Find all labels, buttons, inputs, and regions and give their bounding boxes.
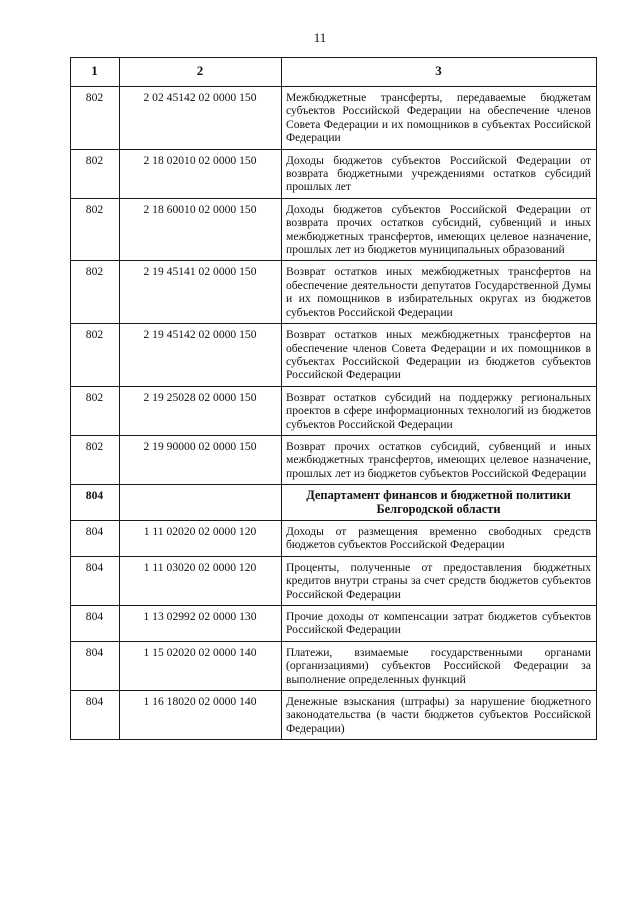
page-number: 11: [313, 30, 327, 45]
column-header-2: 2: [120, 58, 282, 87]
admin-code-cell: 802: [71, 87, 120, 150]
income-description-cell: Возврат прочих остатков субсидий, субвенций и иных межбюджетных трансфертов, имеющих целевое назначение, прошлых лет из бюджетов субъектов Российской Федерации: [282, 435, 597, 484]
income-code-cell: 1 11 02020 02 0000 120: [120, 520, 282, 556]
income-code-cell: 2 02 45142 02 0000 150: [120, 87, 282, 150]
income-description-cell: Возврат остатков субсидий на поддержку региональных проектов в сфере информационных технологий из бюджетов субъектов Российской Федерации: [282, 386, 597, 435]
income-description-cell: Прочие доходы от компенсации затрат бюджетов субъектов Российской Федерации: [282, 606, 597, 642]
income-code-cell: 2 19 25028 02 0000 150: [120, 386, 282, 435]
income-description-cell: Доходы бюджетов субъектов Российской Федерации от возврата прочих остатков субсидий, субвенций и иных межбюджетных трансфертов, имеющих целевое назначение, прошлых лет из бюджетов муниципальных образований: [282, 198, 597, 261]
admin-code-cell: 802: [71, 435, 120, 484]
income-description-cell: Возврат остатков иных межбюджетных трансфертов на обеспечение членов Совета Федерации и их помощников в субъектах Российской Федерации из бюджетов субъектов Российской Федерации: [282, 324, 597, 387]
admin-code-cell: 804: [71, 606, 120, 642]
column-header-3: 3: [282, 58, 597, 87]
income-description-cell: Доходы бюджетов субъектов Российской Федерации от возврата бюджетными учреждениями остатков субсидий прошлых лет: [282, 149, 597, 198]
budget-classification-table: [70, 57, 597, 740]
income-description-cell: Денежные взыскания (штрафы) за нарушение бюджетного законодательства (в части бюджетов субъектов Российской Федерации): [282, 691, 597, 740]
income-code-cell: 2 19 45141 02 0000 150: [120, 261, 282, 324]
table-row: [71, 386, 597, 435]
income-code-cell: 2 18 02010 02 0000 150: [120, 149, 282, 198]
admin-code-cell: 802: [71, 386, 120, 435]
table-row: [71, 324, 597, 387]
table-row: [71, 198, 597, 261]
income-code-cell: 1 16 18020 02 0000 140: [120, 691, 282, 740]
table-row: [71, 261, 597, 324]
income-description-cell: Доходы от размещения временно свободных средств бюджетов субъектов Российской Федерации: [282, 520, 597, 556]
table-row: [71, 520, 597, 556]
income-code-cell: [120, 485, 282, 521]
admin-code-cell: 804: [71, 556, 120, 605]
income-code-cell: 2 19 45142 02 0000 150: [120, 324, 282, 387]
income-code-cell: 2 19 90000 02 0000 150: [120, 435, 282, 484]
admin-code-cell: 804: [71, 485, 120, 521]
income-description-cell: Возврат остатков иных межбюджетных трансфертов на обеспечение деятельности депутатов Государственной Думы и их помощников в избирательных округах из бюджетов субъектов Российской Федерации: [282, 261, 597, 324]
table-row: [71, 556, 597, 605]
department-header-row: [71, 485, 597, 521]
admin-code-cell: 804: [71, 641, 120, 690]
table-row: [71, 87, 597, 150]
table-row: [71, 149, 597, 198]
table-row: [71, 606, 597, 642]
table-header-row: [71, 58, 597, 87]
income-code-cell: 1 15 02020 02 0000 140: [120, 641, 282, 690]
table-row: [71, 691, 597, 740]
admin-code-cell: 802: [71, 324, 120, 387]
admin-code-cell: 802: [71, 261, 120, 324]
department-name-cell: Департамент финансов и бюджетной политики Белгородской области: [282, 485, 597, 521]
table-row: [71, 641, 597, 690]
income-code-cell: 2 18 60010 02 0000 150: [120, 198, 282, 261]
admin-code-cell: 804: [71, 691, 120, 740]
income-description-cell: Проценты, полученные от предоставления бюджетных кредитов внутри страны за счет средств бюджетов субъектов Российской Федерации: [282, 556, 597, 605]
income-code-cell: 1 11 03020 02 0000 120: [120, 556, 282, 605]
admin-code-cell: 804: [71, 520, 120, 556]
table-row: [71, 435, 597, 484]
income-description-cell: Межбюджетные трансферты, передаваемые бюджетам субъектов Российской Федерации на обеспечение членов Совета Федерации и их помощников в субъектах Российской Федерации: [282, 87, 597, 150]
admin-code-cell: 802: [71, 149, 120, 198]
column-header-1: 1: [71, 58, 120, 87]
income-code-cell: 1 13 02992 02 0000 130: [120, 606, 282, 642]
income-description-cell: Платежи, взимаемые государственными органами (организациями) субъектов Российской Федерации за выполнение определенных функций: [282, 641, 597, 690]
admin-code-cell: 802: [71, 198, 120, 261]
